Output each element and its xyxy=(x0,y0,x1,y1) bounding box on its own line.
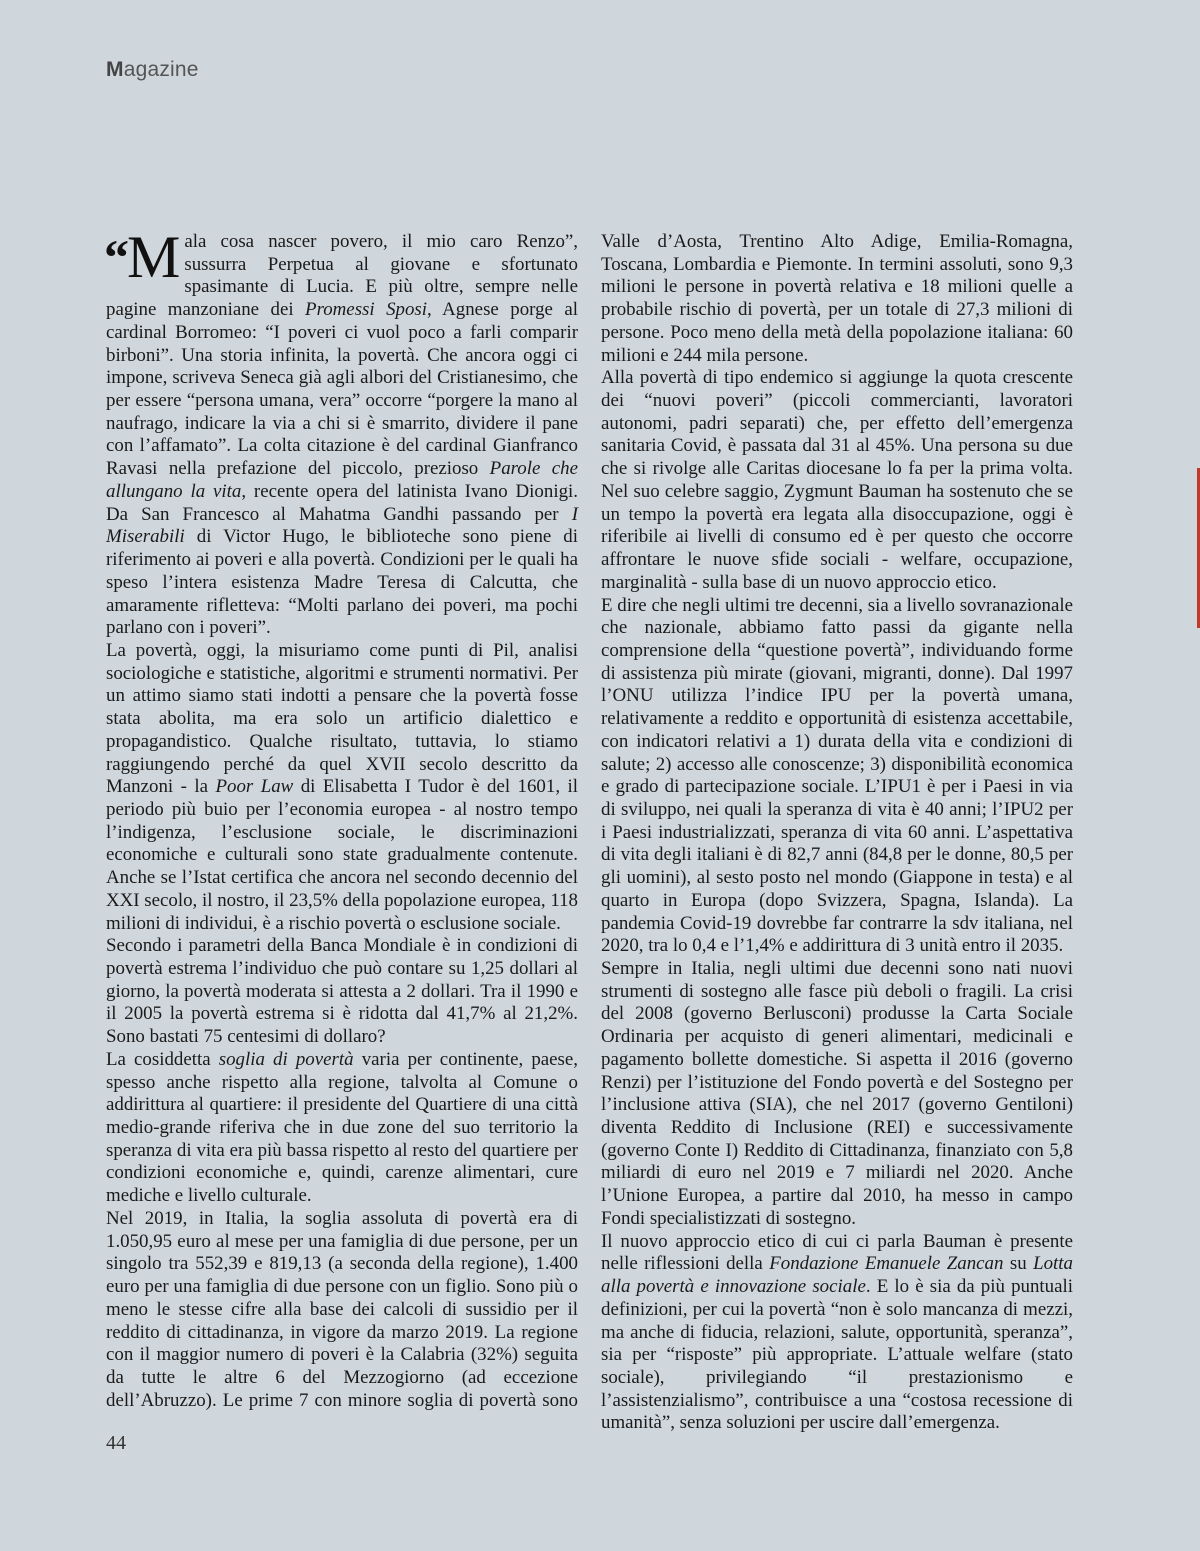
italic-text: soglia di povertà xyxy=(218,1048,354,1070)
text-run: Il nuovo approccio etico di cui ci parla Bauman è presente nelle riflessioni della xyxy=(601,1230,1073,1275)
paragraph-6 xyxy=(601,367,1073,594)
drop-cap-letter: M xyxy=(127,224,181,290)
italic-text: I Miserabili xyxy=(106,503,578,548)
text-run: La povertà, oggi, la misuriamo come punti di Pil, analisi sociologiche e statistiche, algoritmi e strumenti normativi. Per un attimo siamo stati indotti a pensare che la povertà fosse stata abolita, ma era solo un artificio dialettico e propagandistico. Qualche risultato, tuttavia, lo stiamo raggiungendo perché da quel XVII secolo descritto da Manzoni - la xyxy=(106,639,578,798)
text-run: Sempre in Italia, negli ultimi due decenni sono nati nuovi strumenti di sostegno alle fasce più deboli o fragili. La crisi del 2008 (governo Berlusconi) produsse la Carta Sociale Ordinaria per acquisto di generi alimentari, medicinali e pagamento bollette domestiche. Si aspetta il 2016 (governo Renzi) per l’istituzione del Fondo povertà e del Sostegno per l’inclusione attiva (SIA), che nel 2017 (governo Gentiloni) diventa Reddito di Inclusione (REI) e successivamente (governo Conte I) Reddito di Cittadinanza, finanziato con 5,8 miliardi di euro nel 2019 e 7 miliardi nel 2020. Anche l’Unione Europea, a partire dal 2010, ha messo in campo Fondi specialistizzati di sostegno. xyxy=(601,958,1073,1229)
text-run: E dire che negli ultimi tre decenni, sia a livello sovranazionale che nazionale, abbiamo fatto passi da gigante nella comprensione della “questione povertà”, individuando forme di assistenza più mirate (giovani, migranti, donne). Dal 1997 l’ONU utilizza l’indice IPU per la povertà umana, relativamente a reddito e opportunità di esistenza accettabile, con indicatori relativi a 1) durata della vita e condizioni di salute; 2) accesso alle conoscenze; 3) disponibilità economica e grado di partecipazione sociale. L’IPU1 è per i Paesi in via di sviluppo, nei quali la speranza di vita è 40 anni; l’IPU2 per i Paesi industrializzati, speranza di vita 60 anni. L’aspettativa di vita degli italiani è di 82,7 anni (84,8 per le donne, 80,5 per gli uomini), al sesto posto nel mondo (Giappone in testa) e al quarto in Europa (dopo Svizzera, Spagna, Islanda). La pandemia Covid-19 dovrebbe far contrarre la sdv italiana, nel 2020, tra lo 0,4 e l’1,4% e addirittura di 3 unità entro il 2035. xyxy=(601,594,1073,957)
drop-cap xyxy=(104,224,181,290)
italic-text: Promessi Sposi xyxy=(305,299,428,321)
text-run: su xyxy=(1003,1253,1034,1275)
paragraph-5-continued xyxy=(601,231,1073,367)
article-column-left xyxy=(104,224,578,1412)
text-run: Secondo i parametri della Banca Mondiale è in condizioni di povertà estrema l’individuo che può contare su 1,25 dollari al giorno, la povertà moderata si attesta a 2 dollari. Tra il 1990 e il 2005 la povertà estrema si è ridotta dal 41,7% al 21,2%. Sono bastati 75 centesimi di dollaro? xyxy=(106,935,578,1048)
page-number: 44 xyxy=(106,1432,126,1454)
paragraph-7 xyxy=(601,595,1073,959)
text-run: di Victor Hugo, le biblioteche sono piene di riferimento ai poveri e alla povertà. Condizioni per le quali ha speso l’intera esistenza Madre Teresa di Calcutta, che amaramente rifletteva: “Molti parlano dei poveri, ma pochi parlano con i poveri”. xyxy=(106,526,578,639)
text-run: La cosiddetta xyxy=(106,1048,219,1070)
magazine-header xyxy=(106,58,199,82)
italic-text: Parole che allungano la vita xyxy=(106,458,578,502)
article-column-right xyxy=(601,231,1073,1435)
paragraph-3 xyxy=(106,935,578,1049)
text-run: di Elisabetta I Tudor è del 1601, il periodo più buio per l’economia europea - al nostro tempo l’indigenza, l’esclusione sociale, le discriminazioni economiche e culturali sono state gradualmente contenute. Anche se l’Istat certifica che ancora nel secondo decennio del XXI secolo, il nostro, il 23,5% della popolazione europea, 118 milioni di individui, è a rischio povertà o esclusione sociale. xyxy=(106,776,578,934)
italic-text: Fondazione Emanuele Zancan xyxy=(769,1253,1004,1275)
text-run: ala cosa nascer povero, il mio caro Renzo”, sussurra Perpetua al giovane e sfortunato spasimante di Lucia. E più oltre, sempre nelle pagine manzoniane dei xyxy=(106,231,578,321)
paragraph-5 xyxy=(106,1208,578,1412)
text-run: . E lo è sia da più puntuali definizioni, per cui la povertà “non è solo mancanza di mezzi, ma anche di fiducia, relazioni, salute, opportunità, speranza”, sia per “risposte” più appropriate. L’attuale welfare (stato sociale), privilegiando “il prestazionismo e l’assistenzialismo”, contribuisce a una “costosa recessione di umanità”, senza soluzioni per uscire dall’emergenza. xyxy=(601,1276,1073,1434)
italic-text: Poor Law xyxy=(215,776,294,798)
italic-text: Lotta alla povertà e innovazione sociale xyxy=(601,1253,1073,1298)
text-run: , recente opera del latinista Ivano Dionigi. Da San Francesco al Mahatma Gandhi passando per xyxy=(106,480,578,525)
text-run: , Agnese porge al cardinal Borromeo: “I poveri ci vuol poco a farli comparir birboni”. Una storia infinita, la povertà. Che ancora oggi ci impone, scriveva Seneca già agli albori del Cristianesimo, che per essere “persona umana, vera” occorre “porgere la mano al naufrago, indicare la via a chi si è smarrito, dividere il pane con l’affamato”. La colta citazione è del cardinal Gianfranco Ravasi nella prefazione del piccolo, prezioso xyxy=(106,299,578,480)
text-run: Valle d’Aosta, Trentino Alto Adige, Emilia-Romagna, Toscana, Lombardia e Piemonte. In termini assoluti, sono 9,3 milioni le persone in povertà relativa e 18 milioni quelle a probabile rischio di povertà, per un totale di 27,3 milioni di persone. Poco meno della metà della popolazione italiana: 60 milioni e 244 mila persone. xyxy=(601,231,1073,366)
paragraph-9 xyxy=(601,1231,1073,1435)
paragraph-2 xyxy=(106,640,578,935)
paragraph-1 xyxy=(104,224,578,640)
text-run: Alla povertà di tipo endemico si aggiunge la quota crescente dei “nuovi poveri” (piccoli commercianti, lavoratori autonomi, padri separati) che, per effetto dell’emergenza sanitaria Covid, è passata dal 31 al 45%. Una persona su due che si rivolge alle Caritas diocesane lo fa per la prima volta. Nel suo celebre saggio, Zygmunt Bauman ha sostenuto che se un tempo la povertà era legata alla disoccupazione, oggi è riferibile ai livelli di consumo ed è per questo che occorre affrontare le nuove sfide sociali - welfare, occupazione, marginalità - sulla base di un nuovo approccio etico. xyxy=(601,367,1073,593)
brand-initial: M xyxy=(106,58,124,81)
text-run: varia per continente, paese, spesso anche rispetto alla regione, talvolta al Comune o addirittura al quartiere: il presidente del Quartiere di una città medio-grande riferiva che in due zone del suo territorio la speranza di vita era più bassa rispetto al resto del quartiere per condizioni economiche e, quindi, carenze alimentari, cure mediche e livello culturale. xyxy=(106,1048,578,1207)
drop-cap-quote: “ xyxy=(104,229,127,285)
paragraph-4 xyxy=(106,1049,578,1208)
paragraph-8 xyxy=(601,958,1073,1231)
text-run: Nel 2019, in Italia, la soglia assoluta di povertà era di 1.050,95 euro al mese per una famiglia di due persone, per un singolo tra 552,39 e 819,13 (a seconda della regione), 1.400 euro per una famiglia di due persone con un figlio. Sono più o meno le stesse cifre alla base dei calcoli di sussidio per il reddito di cittadinanza, in vigore da marzo 2019. La regione con il maggior numero di poveri è la Calabria (32%) seguita da tutte le altre 6 del Mezzogiorno (ad eccezione dell’Abruzzo). Le prime 7 con minore soglia di povertà sono xyxy=(106,1207,578,1411)
brand-name: agazine xyxy=(123,58,199,81)
